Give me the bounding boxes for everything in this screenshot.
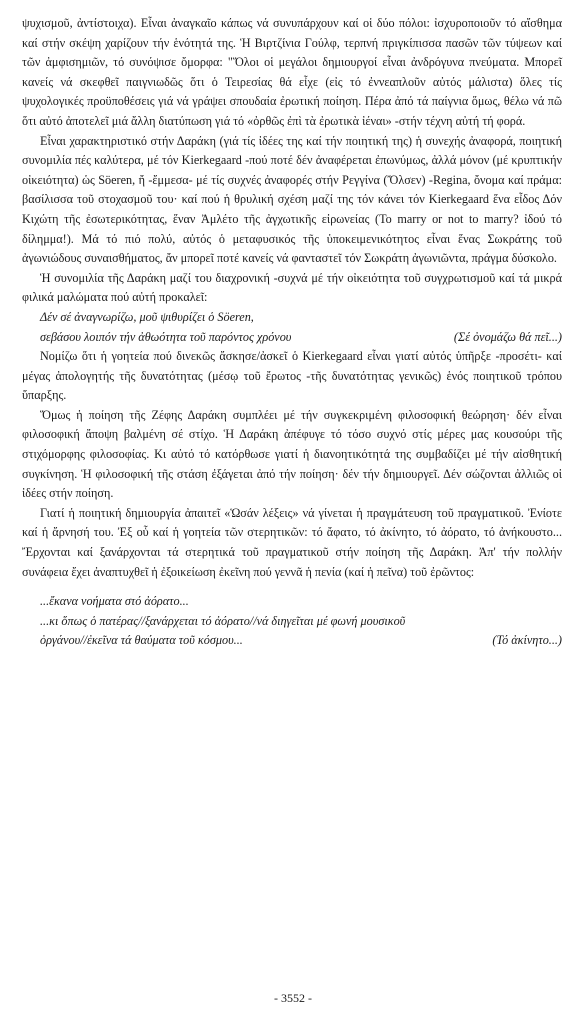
paragraph-4: Νομίζω ὅτι ἡ γοητεία πού δινεκῶς ἄσκησε/ἀσκεῖ ὁ Kierkegaard εἶναι γιατί αὐτός ὑπῆρξε -προσέτι- καί μέγας ἀπολογητής τῆς δυνατότητας (μέσῳ τοῦ ἔρωτος -τῆς δυνατότητας γενικῶς) ἑνός ποιητικοῦ τρόπου ὕπαρξης. [22, 349, 562, 403]
paragraph-5: Ὅμως ἡ ποίηση τῆς Ζέφης Δαράκη συμπλέει μέ τήν συγκεκριμένη φιλοσοφική θεώρηση· δέν εἶναι φιλοσοφική ἄποψη βαλμένη σέ στίχο. Ἡ Δαράκη ἀπέφυγε τό τόσο συχνό στίς μέρες μας κουσούρι τῆς στιχόμορφης φιλοσοφίας. Κι αὐτό τό κατόρθωσε γιατί ἡ διανοητικότητά της συμβαδίζει μέ τήν αἰσθητική συγκίνηση. Ἡ φιλοσοφική τῆς στάση ἐξάγεται ἀπό τήν ποίηση· δέν τήν δημιουργεῖ. Δέν σώζονται ἀλλιῶς οἱ ἰδέες στήν ποίηση. [22, 407, 562, 501]
quote-akinito-text: ὀργάνου//ἐκεῖνα τά θαύματα τοῦ κόσμου... [40, 633, 243, 648]
paragraph-2: Εἶναι χαρακτηριστικό στήν Δαράκη (γιά τίς ἰδέες της καί τήν ποιητική της) ἡ συνεχής ἀναφορά, ποιητική συνομιλία πές καλύτερα, μέ τόν Kierkegaard -πού ποτέ δέν ἀναφέρεται ἐπωνύμως, ἀλλά μόνον (μέ κρυπτικήν οἰκειότητα) ὡς Söeren, ἤ -ἔμμεσα- μέ τίς συχνές ἀναφορές στήν Ρεγγίνα (Ὄλσεν) -Regina, ὄνομα καί πράμα: βασίλισσα τοῦ στοχασμοῦ του· καί πού ἡ θρυλική σχέση μαζί της τόν κάνει τόν Kierkegaard ἕνα εἶδος Δόν Κιχώτη τῆς ἐσωτερικότητας, ἕναν Ἀμλέτο τῆς ἀγχωτικῆς εἰρωνείας (To marry or not to marry? ἰδού τό δίλημμα!). Μά τό πιό πολύ, αὐτός ὁ μεταφυσικός τῆς ὑποκειμενικότητος εἶναι ἕνας Σωκράτης τοῦ ἀγωνιώδους συναισθήματος, ἄν μπορεῖ ποτέ κανείς νά φανταστεῖ τόν Σωκράτη ἀγωνιῶντα, πράγμα δύσκολο. [22, 133, 562, 266]
page-number: - 3552 - [274, 991, 312, 1005]
quote-akinito-line2: ...κι ὅπως ὁ πατέρας//ξανάρχεται τό ἀόρατο//νά διηγεῖται μέ φωνή μουσικοῦ [40, 613, 406, 628]
quote-soeren-text: σεβάσου λοιπόν τήν ἀθωότητα τοῦ παρόντος χρόνου [40, 329, 292, 344]
paragraph-3: Ἡ συνομιλία τῆς Δαράκη μαζί του διαχρονική -συχνά μέ τήν οἰκειότητα τοῦ συγχρωτισμοῦ καί τά μικρά φιλικά μαλώματα πού αὐτή προκαλεῖ: [22, 270, 562, 305]
quote-akinito-line1: ...ἔκανα νοήματα στό ἀόρατο... [40, 594, 189, 609]
quote-akinito-cite: (Τό ἀκίνητο...) [492, 633, 562, 648]
paragraph-6: Γιατί ἡ ποιητική δημιουργία ἀπαιτεῖ «Ὡσάν λέξεις» νά γίνεται ἡ πραγμάτευση τοῦ πραγματικοῦ. Ἐνίοτε καί ἡ ἄρνησή του. Ἐξ οὗ καί ἡ γοητεία τῶν στερητικῶν: τό ἄφατο, τό ἀκίνητο, τό ἀόρατο, τό ἀνήκουστο... Ἔρχονται καί ξανάρχονται τά στερητικά τοῦ πραγματικοῦ στήν ποίηση τῆς Δαράκη. Ἀπ' τήν πολλήν συνάφεια ἔχει ἀναπτυχθεῖ ἡ ἐξοικείωση ἐκεῖνη πού γεννᾶ ἡ πενία (καί ἡ πεῖνα) τοῦ ἐρῶντος: [22, 505, 562, 579]
paragraph-1: ψυχισμοῦ, ἀντίστοιχα). Εἶναι ἀναγκαῖο κάπως νά συνυπάρχουν καί οἱ δύο πόλοι: ἰσχυροποιοῦν τό αἴσθημα καί στήν σκέψη χαρίζουν τήν ἑνότητά της. Ἡ Βιρτζίνια Γούλφ, τερπνή πριγκίπισσα πασῶν τῶν τύψεων καί τῶν ἀμφισημιῶν, τό συνόψισε ὄμορφα: "Ὅλοι οἱ μεγάλοι δημιουργοί εἶναι ἀνδρόγυνα πνεύματα. Μπορεῖ κανείς νά σκεφθεῖ παιγνιωδῶς ὅτι ὁ Τειρεσίας θά εἶχε (εἰς τό ἐννεαπλοῦν αὐτός μάλιστα) ὅλες τίς ψυχολογικές προϋποθέσεις γιά νά γράψει σπουδαία ἐρωτική ποίηση. Πέρα ἀπό τά παίγνια ὅμως, θέλω νά πῶ ὅτι αὐτό ἀποτελεῖ μιά ἄλλη διατύπωση γιά τό «ὀρθῶς ἐπὶ τὰ ἐρωτικὰ ἰέναι» -στήν τέχνη αὐτή τή φορά. [22, 16, 562, 128]
quote-soeren-line2 [22, 328, 562, 348]
page-body [22, 14, 562, 651]
quote-akinito-line3 [22, 631, 562, 651]
quote-soeren-line1: Δέν σέ ἀναγνωρίζω, μοῦ ψιθυρίζει ὁ Söeren, [40, 309, 254, 324]
quote-soeren-cite: (Σέ ὀνομάζω θά πεῖ...) [453, 329, 562, 344]
